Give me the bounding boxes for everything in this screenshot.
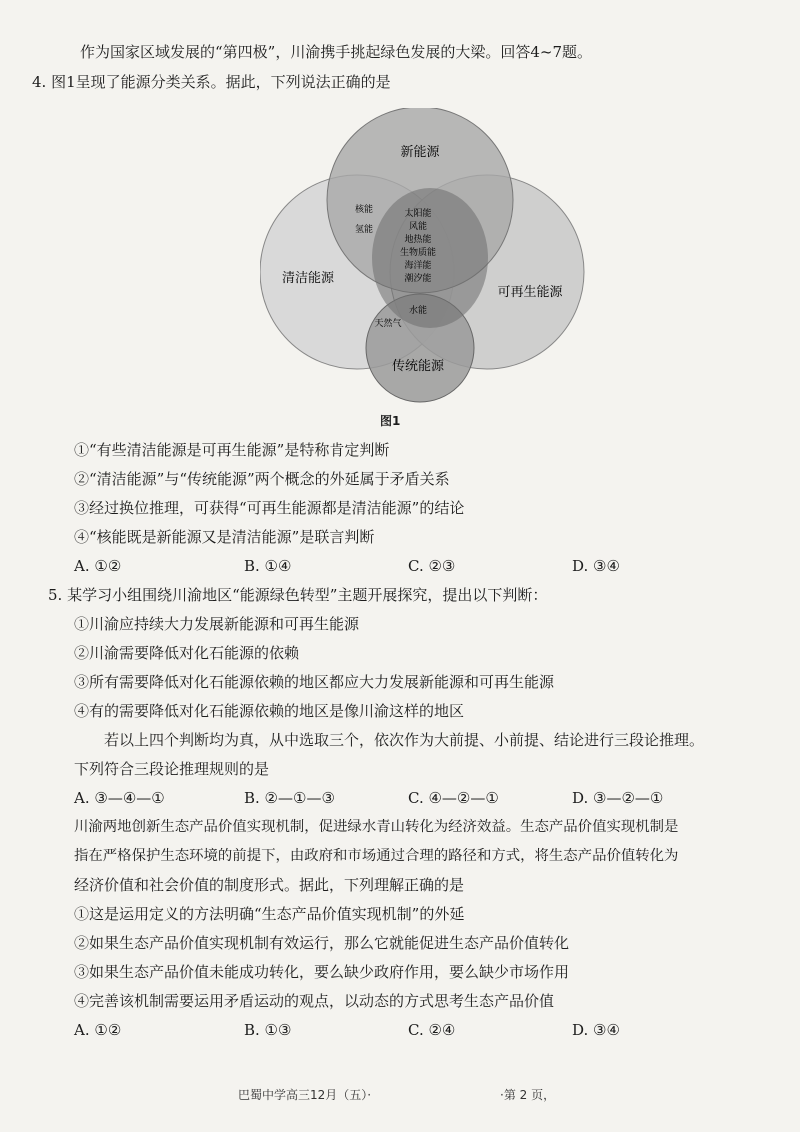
q5-statement-2: ②川渝需要降低对化石能源的依赖 — [74, 644, 300, 662]
q6-options — [0, 1020, 800, 1040]
label-renewable-energy: 可再生能源 — [497, 285, 563, 300]
item-biomass: 生物质能 — [399, 248, 437, 258]
q4-stem: 4. 图1呈现了能源分类关系。据此，下列说法正确的是 — [32, 73, 391, 91]
q6-statement-2: ②如果生态产品价值实现机制有效运行，那么它就能促进生态产品价值转化 — [74, 934, 570, 952]
q6-option-c[interactable]: C. ②④ — [408, 1021, 456, 1039]
figure-caption: 图1 — [380, 414, 401, 428]
q4-statement-3: ③经过换位推理，可获得“可再生能源都是清洁能源”的结论 — [74, 499, 465, 517]
item-nuclear: 核能 — [354, 205, 374, 215]
footer-school: 巴蜀中学高三12月（五）· — [238, 1088, 372, 1102]
q4-statement-2: ②“清洁能源”与“传统能源”两个概念的外延属于矛盾关系 — [74, 470, 450, 488]
q5-option-d[interactable]: D. ③—②—① — [572, 789, 664, 807]
q4-option-d[interactable]: D. ③④ — [572, 557, 620, 575]
item-natural-gas: 天然气 — [374, 319, 402, 329]
item-wind: 风能 — [408, 222, 428, 232]
footer-page-number: ·第 2 页， — [500, 1088, 556, 1102]
item-hydrogen: 氢能 — [354, 225, 374, 235]
q5-statement-4: ④有的需要降低对化石能源依赖的地区是像川渝这样的地区 — [74, 702, 465, 720]
q5-option-a[interactable]: A. ③—④—① — [74, 789, 165, 807]
item-ocean: 海洋能 — [404, 261, 432, 271]
q6-stem-line-1: 川渝两地创新生态产品价值实现机制，促进绿水青山转化为经济效益。生态产品价值实现机制是 — [74, 819, 679, 835]
label-new-energy: 新能源 — [400, 145, 440, 160]
q5-options — [0, 788, 800, 808]
q4-statement-1: ①“有些清洁能源是可再生能源”是特称肯定判断 — [74, 441, 390, 459]
label-clean-energy: 清洁能源 — [281, 271, 335, 286]
intro-text: 作为国家区域发展的“第四极”，川渝携手挑起绿色发展的大梁。回答4~7题。 — [80, 43, 592, 61]
item-hydro: 水能 — [408, 306, 428, 316]
q5-prompt: 下列符合三段论推理规则的是 — [74, 760, 270, 778]
q6-option-b[interactable]: B. ①③ — [244, 1021, 292, 1039]
q4-statement-4: ④“核能既是新能源又是清洁能源”是联言判断 — [74, 528, 375, 546]
q4-option-a[interactable]: A. ①② — [74, 557, 122, 575]
q5-instruction: 若以上四个判断均为真，从中选取三个，依次作为大前提、小前提、结论进行三段论推理。 — [104, 731, 705, 749]
item-solar: 太阳能 — [404, 209, 432, 219]
q4-options — [0, 556, 800, 576]
item-tidal: 潮汐能 — [404, 274, 432, 284]
q5-option-c[interactable]: C. ④—②—① — [408, 789, 499, 807]
q6-stem-line-2: 指在严格保护生态环境的前提下，由政府和市场通过合理的路径和方式，将生态产品价值转化为 — [74, 848, 679, 864]
label-traditional-energy: 传统能源 — [391, 359, 445, 374]
energy-venn-diagram — [260, 108, 590, 408]
q4-option-c[interactable]: C. ②③ — [408, 557, 456, 575]
q5-stem: 5. 某学习小组围绕川渝地区“能源绿色转型”主题开展探究，提出以下判断： — [48, 586, 548, 604]
q6-option-a[interactable]: A. ①② — [74, 1021, 122, 1039]
q6-stem-line-3: 经济价值和社会价值的制度形式。据此，下列理解正确的是 — [74, 876, 465, 894]
q6-statement-3: ③如果生态产品价值未能成功转化，要么缺少政府作用，要么缺少市场作用 — [74, 963, 570, 981]
q4-option-b[interactable]: B. ①④ — [244, 557, 292, 575]
q5-option-b[interactable]: B. ②—①—③ — [244, 789, 335, 807]
q6-statement-4: ④完善该机制需要运用矛盾运动的观点，以动态的方式思考生态产品价值 — [74, 992, 555, 1010]
q5-statement-1: ①川渝应持续大力发展新能源和可再生能源 — [74, 615, 360, 633]
item-geothermal: 地热能 — [404, 235, 432, 245]
q5-statement-3: ③所有需要降低对化石能源依赖的地区都应大力发展新能源和可再生能源 — [74, 673, 555, 691]
q6-statement-1: ①这是运用定义的方法明确“生态产品价值实现机制”的外延 — [74, 905, 465, 923]
q6-option-d[interactable]: D. ③④ — [572, 1021, 620, 1039]
